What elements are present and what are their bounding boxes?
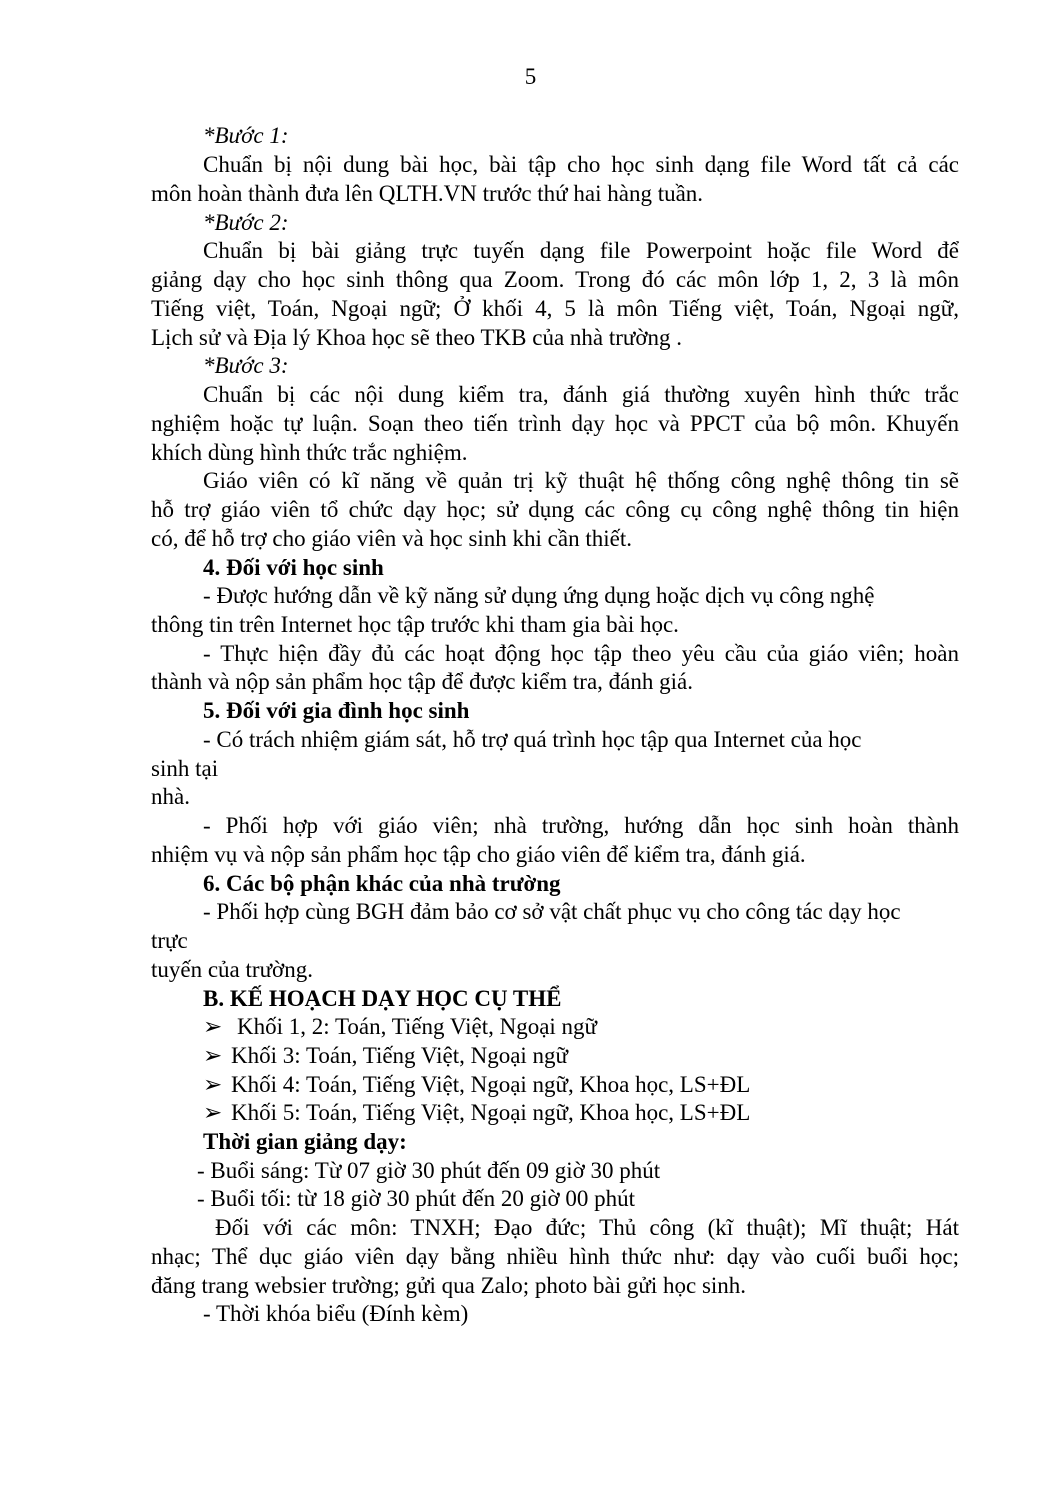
section5-heading: 5. Đối với gia đình học sinh (203, 698, 470, 723)
bullet-item (203, 1041, 568, 1070)
section5-line: sinh tại (151, 756, 219, 781)
time-line: - Buổi tối: từ 18 giờ 30 phút đến 20 giờ 00 phút (197, 1186, 636, 1211)
bullet-item (203, 1098, 750, 1127)
section6-line: tuyến của trường. (151, 957, 313, 982)
step3-line: Chuẩn bị các nội dung kiểm tra, đánh giá thường xuyên hình thức trắc (203, 382, 959, 407)
section4-line: thông tin trên Internet học tập trước khi tham gia bài học. (151, 612, 679, 637)
timetable-note: - Thời khóa biểu (Đính kèm) (203, 1301, 469, 1326)
step2-label: *Bước 2: (203, 210, 289, 235)
section5-line: nhiệm vụ và nộp sản phẩm học tập cho giáo viên để kiểm tra, đánh giá. (151, 842, 806, 867)
arrow-bullet-icon: ➢ (203, 1043, 223, 1068)
step2-line: giảng dạy cho học sinh thông qua Zoom. Trong đó các môn lớp 1, 2, 3 là môn (151, 267, 959, 292)
step2-line: Lịch sử và Địa lý Khoa học sẽ theo TKB của nhà trường . (151, 325, 683, 350)
arrow-bullet-icon: ➢ (203, 1014, 223, 1039)
time-line: - Buổi sáng: Từ 07 giờ 30 phút đến 09 giờ 30 phút (197, 1158, 661, 1183)
section6-line: trực (151, 928, 188, 953)
bullet-text: Khối 5: Toán, Tiếng Việt, Ngoại ngữ, Khoa học, LS+ĐL (231, 1100, 751, 1125)
support-line: có, để hỗ trợ cho giáo viên và học sinh khi cần thiết. (151, 526, 632, 551)
bullet-text: Khối 4: Toán, Tiếng Việt, Ngoại ngữ, Khoa học, LS+ĐL (231, 1072, 751, 1097)
sectionB-heading: B. KẾ HOẠCH DẠY HỌC CỤ THỂ (203, 986, 562, 1011)
step3-label: *Bước 3: (203, 353, 289, 378)
page-number: 5 (524, 64, 537, 89)
step3-line: khích dùng hình thức trắc nghiệm. (151, 440, 468, 465)
support-line: Giáo viên có kĩ năng về quản trị kỹ thuật hệ thống công nghệ thông tin sẽ (203, 468, 959, 493)
section5-line: nhà. (151, 784, 190, 809)
bullet-item (203, 1012, 597, 1041)
section6-heading: 6. Các bộ phận khác của nhà trường (203, 871, 561, 896)
step3-line: nghiệm hoặc tự luận. Soạn theo tiến trình dạy học và PPCT của bộ môn. Khuyến (151, 411, 959, 436)
step2-line: Chuẩn bị bài giảng trực tuyến dạng file Powerpoint hoặc file Word để (203, 238, 959, 263)
step1-line: môn hoàn thành đưa lên QLTH.VN trước thứ hai hàng tuần. (151, 181, 704, 206)
bullet-item (203, 1070, 750, 1099)
other-subjects-line: đăng trang websier trường; gửi qua Zalo; photo bài gửi học sinh. (151, 1273, 747, 1298)
arrow-bullet-icon: ➢ (203, 1100, 223, 1125)
step1-label: *Bước 1: (203, 123, 289, 148)
time-heading: Thời gian giảng dạy: (203, 1129, 407, 1154)
section4-line: - Thực hiện đầy đủ các hoạt động học tập theo yêu cầu của giáo viên; hoàn (203, 641, 959, 666)
section4-heading: 4. Đối với học sinh (203, 555, 384, 580)
arrow-bullet-icon: ➢ (203, 1072, 223, 1097)
section5-line: - Phối hợp với giáo viên; nhà trường, hướng dẫn học sinh hoàn thành (203, 813, 959, 838)
section4-line: - Được hướng dẫn về kỹ năng sử dụng ứng dụng hoặc dịch vụ công nghệ (203, 583, 875, 608)
step2-line: Tiếng việt, Toán, Ngoại ngữ; Ở khối 4, 5 là môn Tiếng việt, Toán, Ngoại ngữ, (151, 296, 959, 321)
step1-line: Chuẩn bị nội dung bài học, bài tập cho học sinh dạng file Word tất cả các (203, 152, 959, 177)
support-line: hỗ trợ giáo viên tổ chức dạy học; sử dụng các công cụ công nghệ thông tin hiện (151, 497, 959, 522)
section4-line: thành và nộp sản phẩm học tập để được kiểm tra, đánh giá. (151, 669, 693, 694)
section5-line: - Có trách nhiệm giám sát, hỗ trợ quá trình học tập qua Internet của học (203, 727, 862, 752)
section6-line: - Phối hợp cùng BGH đảm bảo cơ sở vật chất phục vụ cho công tác dạy học (203, 899, 901, 924)
other-subjects-line: Đối với các môn: TNXH; Đạo đức; Thủ công (kĩ thuật); Mĩ thuật; Hát (215, 1215, 959, 1240)
bullet-text: Khối 1, 2: Toán, Tiếng Việt, Ngoại ngữ (237, 1014, 598, 1039)
other-subjects-line: nhạc; Thể dục giáo viên dạy bằng nhiều hình thức như: dạy vào cuối buổi học; (151, 1244, 959, 1269)
bullet-text: Khối 3: Toán, Tiếng Việt, Ngoại ngữ (231, 1043, 569, 1068)
